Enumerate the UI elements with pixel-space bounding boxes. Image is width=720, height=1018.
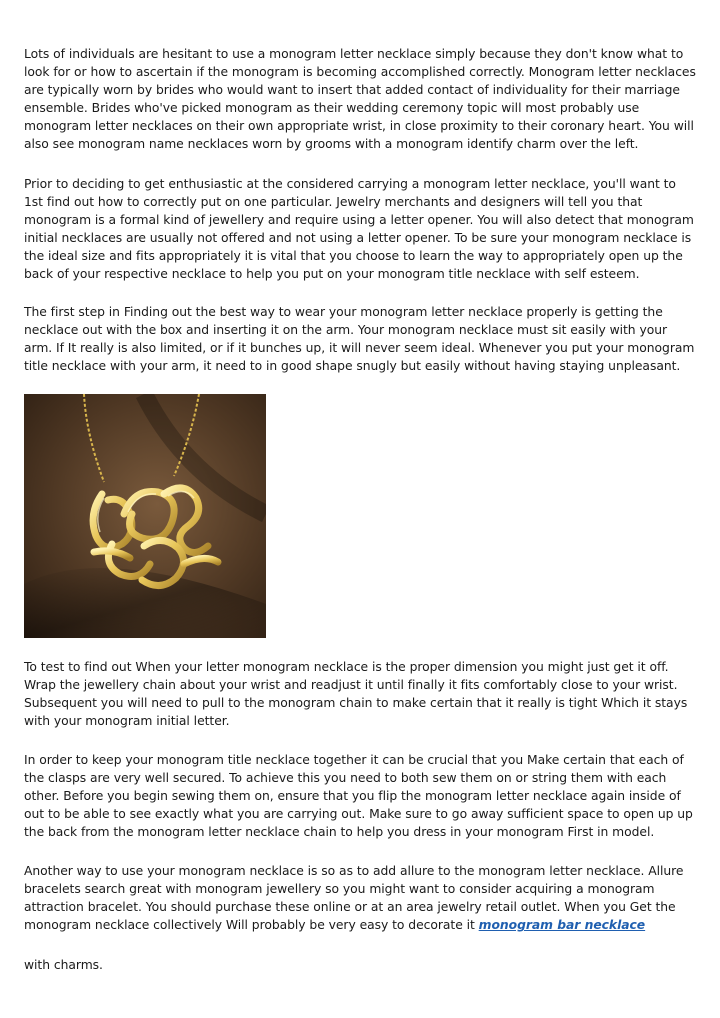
paragraph-4: To test to find out When your letter monogram necklace is the proper dimension you might just get it off. Wrap the jewellery chain about your wrist and readjust it until finally it fits comfortably close to your wrist. Subsequent you will need to pull to the monogram chain to make certain that it really is tight Which it stays with your monogram initial letter.: [24, 660, 688, 729]
paragraph-6-text: Another way to use your monogram necklace is so as to add allure to the monogram letter necklace. Allure bracelets search great with monogram jewellery so you might want to consider acquiring a monogram attraction bracelet. You should purchase these online or at an area jewelry retail outlet. When you Get the monogram necklace collectively Will probably be very easy to decorate it: [24, 864, 684, 933]
paragraph-1: Lots of individuals are hesitant to use a monogram letter necklace simply because they don't know what to look for or how to ascertain if the monogram is becoming accomplished correctly. Monogram letter necklaces are typically worn by brides who would want to insert that added contact of individuality for their marriage ensemble. Brides who've picked monogram as their wedding ceremony topic will most probably use monogram letter necklaces on their own appropriate wrist, in close proximity to their coronary heart. You will also see monogram name necklaces worn by grooms with a monogram identify charm over the left.: [24, 47, 696, 152]
paragraph-3: The first step in Finding out the best way to wear your monogram letter necklace properly is getting the necklace out with the box and inserting it on the arm. Your monogram necklace must sit easily with your arm. If It really is also limited, or if it bunches up, it will never seem ideal. Whenever you put your monogram title necklace with your arm, it need to in good shape snugly but easily without having staying unpleasant.: [24, 305, 695, 374]
monogram-bar-necklace-link[interactable]: monogram bar necklace: [478, 918, 646, 933]
necklace-photo: [24, 394, 266, 638]
paragraph-7: with charms.: [24, 958, 103, 972]
monogram-necklace-photo-icon: [24, 394, 266, 638]
paragraph-5: In order to keep your monogram title necklace together it can be crucial that you Make certain that each of the clasps are very well secured. To achieve this you need to both sew them on or string them with each other. Before you begin sewing them on, ensure that you flip the monogram letter necklace again inside of out to be able to see exactly what you are carrying out. Make sure to go away sufficient space to open up up the back from the monogram letter necklace chain to help you dress in your monogram First in model.: [24, 753, 693, 840]
paragraph-2: Prior to deciding to get enthusiastic at the considered carrying a monogram letter necklace, you'll want to 1st find out how to correctly put on one particular. Jewelry merchants and designers will tell you that monogram is a formal kind of jewellery and require using a letter opener. You will also detect that monogram initial necklaces are usually not offered and not using a letter opener. To be sure your monogram necklace is the ideal size and fits appropriately it is vital that you choose to learn the way to appropriately open up the back of your respective necklace to help you put on your monogram title necklace with self esteem.: [24, 177, 694, 282]
paragraph-6: [24, 862, 696, 934]
